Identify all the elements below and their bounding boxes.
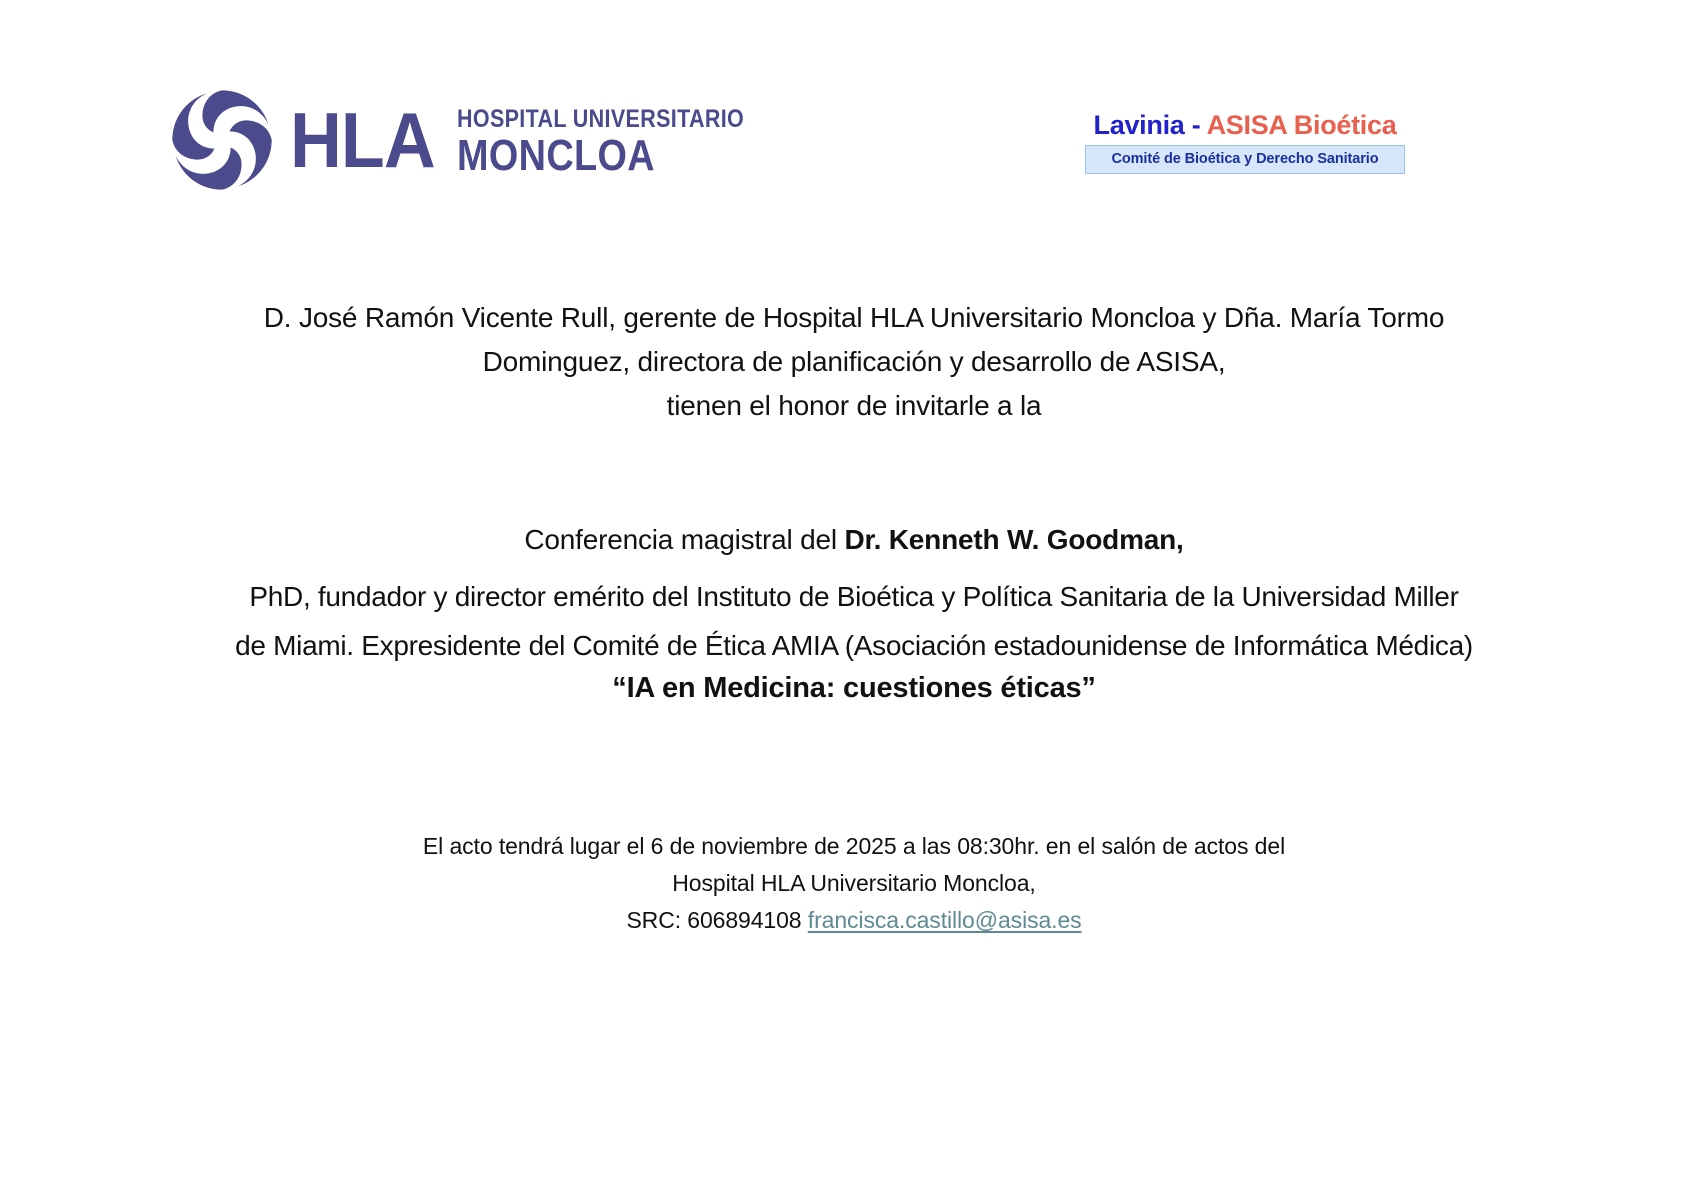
conference-prefix: Conferencia magistral del: [524, 524, 845, 555]
contact-email-link[interactable]: francisca.castillo@asisa.es: [807, 907, 1082, 933]
lavinia-title: [1085, 110, 1405, 141]
intro-paragraph: [0, 296, 1708, 428]
hla-subtitle-line2: MONCLOA: [457, 130, 656, 180]
speaker-bio: [0, 572, 1708, 670]
conference-line: [0, 518, 1708, 562]
lavinia-title-part2: ASISA Bioética: [1206, 110, 1397, 140]
bio-line-1: PhD, fundador y director emérito del Instituto de Bioética y Política Sanitaria de la Universidad Miller: [249, 581, 1459, 612]
conference-speaker-name: Dr. Kenneth W. Goodman,: [844, 524, 1184, 555]
hla-moncloa-logo: [168, 86, 791, 194]
lavinia-title-separator: -: [1191, 110, 1201, 140]
logistics-line-1: El acto tendrá lugar el 6 de noviembre de 2025 a las 08:30hr. en el salón de actos del: [422, 833, 1286, 859]
lavinia-subtitle-text: Comité de Bioética y Derecho Sanitario: [1111, 151, 1379, 167]
hla-subtitle-line1: HOSPITAL UNIVERSITARIO: [457, 104, 745, 133]
lavinia-title-part1: Lavinia: [1093, 110, 1185, 140]
lavinia-asisa-bioetica-logo: [1085, 110, 1405, 174]
bio-line-2: de Miami. Expresidente del Comité de Ética AMIA (Asociación estadounidense de Informática Médica): [235, 630, 1473, 661]
talk-title: “IA en Medicina: cuestiones éticas”: [612, 672, 1096, 704]
hla-wordmark: [290, 95, 791, 184]
lavinia-subtitle-box: [1085, 145, 1405, 174]
intro-line-3: tienen el honor de invitarle a la: [666, 390, 1042, 421]
intro-line-2: Dominguez, directora de planificación y desarrollo de ASISA,: [482, 346, 1226, 377]
logistics-paragraph: [0, 828, 1708, 939]
hla-swirl-mark-icon: [168, 86, 276, 194]
hla-letters: HLA: [290, 95, 435, 184]
contact-line: [0, 902, 1708, 939]
intro-line-1: D. José Ramón Vicente Rull, gerente de Hospital HLA Universitario Moncloa y Dña. María Tormo: [263, 302, 1445, 333]
logistics-line-2: Hospital HLA Universitario Moncloa,: [672, 870, 1036, 896]
contact-prefix: SRC: 606894108: [626, 907, 808, 933]
hla-subtitle-block: [457, 103, 791, 178]
header: [0, 0, 1708, 230]
